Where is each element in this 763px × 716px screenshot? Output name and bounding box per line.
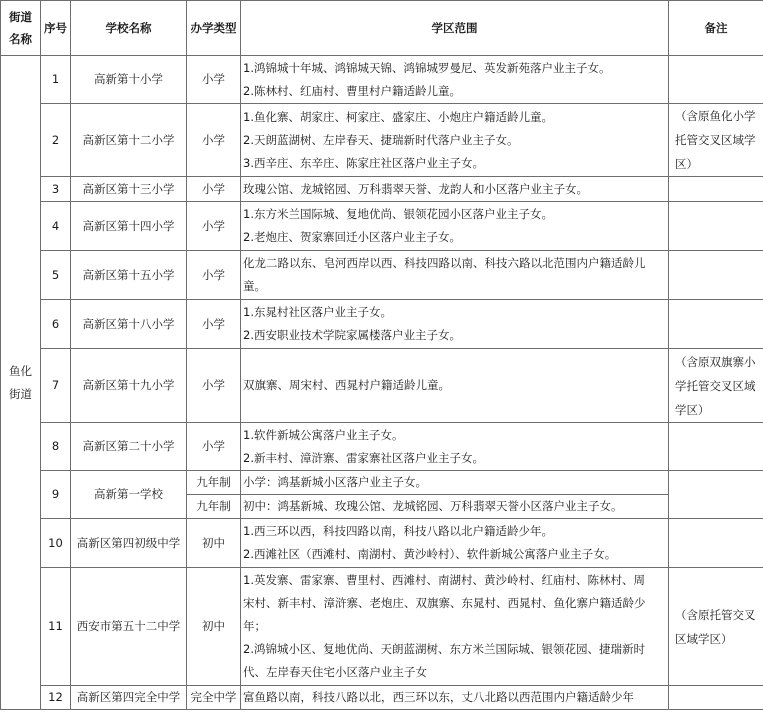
school-type-cell: 完全中学 — [187, 686, 241, 710]
header-street-name: 街道 名称 — [1, 1, 41, 56]
serial-no-cell: 6 — [41, 300, 71, 349]
header-school-name: 学校名称 — [71, 1, 187, 56]
district-cell: 1.西三环以西，科技四路以南，科技八路以北户籍适龄少年。 2.西滩社区（西滩村、南湖村、黄沙岭村）、软件新城公寓落户业主子女。 — [241, 519, 669, 568]
school-type-cell: 小学 — [187, 300, 241, 349]
school-name-cell: 高新区第十八小学 — [71, 300, 187, 349]
street-name-cell: 鱼化 街道 — [1, 56, 41, 710]
district-cell: 1.英发寨、雷家寨、曹里村、西滩村、南湖村、黄沙岭村、红庙村、陈林村、周 宋村、新丰村、漳浒寨、老炮庄、双旗寨、东晁村、西晁村、鱼化寨户籍适龄少 年； 2.鸿锦城小区、复地优尚、天朗蓝湖树、东方米兰国际城、银领花园、捷瑞新时 代、左岸春天住宅小区落户业主子女 — [241, 568, 669, 686]
serial-no-cell: 8 — [41, 423, 71, 471]
table-row — [1, 568, 763, 686]
school-name-cell: 高新区第十九小学 — [71, 349, 187, 423]
table-row — [1, 423, 763, 471]
remark-cell: （含原鱼化小学 托管交叉区域学 区） — [669, 104, 763, 177]
school-type-cell: 小学 — [187, 251, 241, 300]
district-cell: 1.东晁村社区落户业主子女。 2.西安职业技术学院家属楼落户业主子女。 — [241, 300, 669, 349]
district-cell: 双旗寨、周宋村、西晁村户籍适龄儿童。 — [241, 349, 669, 423]
school-name-cell: 高新区第十五小学 — [71, 251, 187, 300]
school-type-cell: 小学 — [187, 56, 241, 104]
header-district-range: 学区范围 — [241, 1, 669, 56]
header-serial-no: 序号 — [41, 1, 71, 56]
table-row — [1, 251, 763, 300]
header-school-type: 办学类型 — [187, 1, 241, 56]
remark-cell — [669, 251, 763, 300]
remark-cell — [669, 471, 763, 519]
school-type-cell: 九年制 — [187, 471, 241, 495]
school-name-cell: 西安市第五十二中学 — [71, 568, 187, 686]
school-name-cell: 高新第一学校 — [71, 471, 187, 519]
school-type-cell: 小学 — [187, 349, 241, 423]
remark-cell — [669, 177, 763, 202]
school-type-cell: 初中 — [187, 519, 241, 568]
school-type-cell: 小学 — [187, 423, 241, 471]
remark-cell — [669, 686, 763, 710]
district-cell: 1.鸿锦城十年城、鸿锦城天锦、鸿锦城罗曼尼、英发新苑落户业主子女。 2.陈林村、红庙村、曹里村户籍适龄儿童。 — [241, 56, 669, 104]
school-name-cell: 高新第十小学 — [71, 56, 187, 104]
district-cell: 1.软件新城公寓落户业主子女。 2.新丰村、漳浒寨、雷家寨社区落户业主子女。 — [241, 423, 669, 471]
district-cell: 1.鱼化寨、胡家庄、柯家庄、盛家庄、小炮庄户籍适龄儿童。 2.天朗蓝湖树、左岸春天、捷瑞新时代落户业主子女。 3.西辛庄、东辛庄、陈家庄社区落户业主子女。 — [241, 104, 669, 177]
district-cell: 化龙二路以东、皂河西岸以西、科技四路以南、科技六路以北范围内户籍适龄儿 童。 — [241, 251, 669, 300]
school-name-cell: 高新区第十四小学 — [71, 202, 187, 251]
serial-no-cell: 11 — [41, 568, 71, 686]
school-name-cell: 高新区第十二小学 — [71, 104, 187, 177]
header-row — [1, 1, 763, 56]
school-type-cell: 小学 — [187, 177, 241, 202]
school-name-cell: 高新区第四初级中学 — [71, 519, 187, 568]
remark-cell — [669, 423, 763, 471]
table-row — [1, 300, 763, 349]
table-row — [1, 686, 763, 710]
remark-cell: （含原双旗寨小 学托管交叉区域 学区） — [669, 349, 763, 423]
serial-no-cell: 9 — [41, 471, 71, 519]
school-name-cell: 高新区第二十小学 — [71, 423, 187, 471]
table-row — [1, 202, 763, 251]
school-type-cell: 小学 — [187, 104, 241, 177]
remark-cell — [669, 202, 763, 251]
table-row — [1, 349, 763, 423]
school-type-cell: 小学 — [187, 202, 241, 251]
table-row — [1, 177, 763, 202]
school-type-cell: 初中 — [187, 568, 241, 686]
serial-no-cell: 5 — [41, 251, 71, 300]
remark-cell: （含原托管交叉 区域学区） — [669, 568, 763, 686]
school-name-cell: 高新区第十三小学 — [71, 177, 187, 202]
serial-no-cell: 2 — [41, 104, 71, 177]
remark-cell — [669, 519, 763, 568]
serial-no-cell: 12 — [41, 686, 71, 710]
serial-no-cell: 3 — [41, 177, 71, 202]
header-remark: 备注 — [669, 1, 763, 56]
district-cell: 小学：鸿基新城小区落户业主子女。 — [241, 471, 669, 495]
school-type-cell: 九年制 — [187, 495, 241, 519]
table-row — [1, 56, 763, 104]
serial-no-cell: 10 — [41, 519, 71, 568]
table-row — [1, 471, 763, 495]
remark-cell — [669, 56, 763, 104]
serial-no-cell: 4 — [41, 202, 71, 251]
district-cell: 初中：鸿基新城、玫瑰公馆、龙城铭园、万科翡翠天誉小区落户业主子女。 — [241, 495, 669, 519]
serial-no-cell: 1 — [41, 56, 71, 104]
serial-no-cell: 7 — [41, 349, 71, 423]
district-cell: 富鱼路以南，科技八路以北，西三环以东，丈八北路以西范围内户籍适龄少年 — [241, 686, 669, 710]
table-row — [1, 519, 763, 568]
table-row — [1, 104, 763, 177]
district-cell: 玫瑰公馆、龙城铭园、万科翡翠天誉、龙韵人和小区落户业主子女。 — [241, 177, 669, 202]
remark-cell — [669, 300, 763, 349]
district-cell: 1.东方米兰国际城、复地优尚、银领花园小区落户业主子女。 2.老炮庄、贺家寨回迁小区落户业主子女。 — [241, 202, 669, 251]
school-name-cell: 高新区第四完全中学 — [71, 686, 187, 710]
